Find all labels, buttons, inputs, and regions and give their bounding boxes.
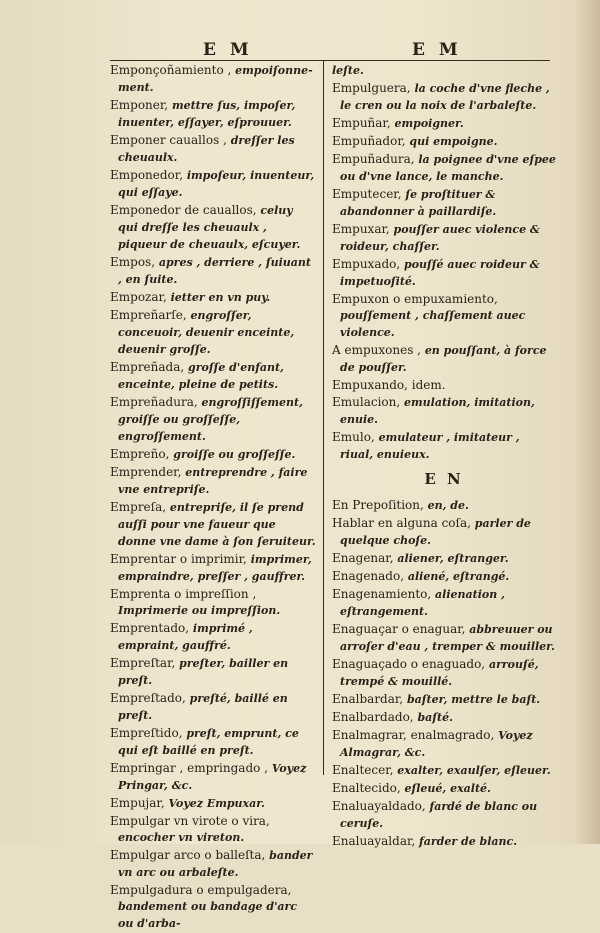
dictionary-entry (110, 97, 316, 131)
translation: ſe proſtituer & abandonner à paillardiſe. (340, 188, 497, 218)
dictionary-entry (332, 256, 556, 290)
translation: emulateur , imitateur , riual, enuieux. (340, 431, 520, 461)
headword: Emponer, (110, 98, 169, 112)
translation: groiſſe ou groſſeſſe. (173, 448, 296, 461)
dictionary-entry (110, 690, 316, 724)
headword: Empuñador, (332, 134, 406, 148)
dictionary-entry (110, 551, 316, 585)
translation: leſte. (332, 64, 364, 77)
headword: Emputecer, (332, 187, 402, 201)
section-title: E N (424, 470, 464, 488)
column-divider (323, 60, 324, 775)
headword: Emulo, (332, 430, 375, 444)
dictionary-entry (110, 254, 316, 288)
headword: Emulacion, (332, 395, 401, 409)
translation: Voyez Pringar, &c. (118, 762, 307, 792)
headword: Emprentado, (110, 621, 190, 635)
dictionary-entry (110, 813, 316, 846)
dictionary-entry (110, 167, 316, 201)
dictionary-entry (332, 186, 556, 220)
headword: Empreſtar, (110, 656, 176, 670)
page-spine-shadow (574, 0, 600, 844)
translation: ietter en vn puy. (170, 291, 271, 304)
dictionary-entry (332, 656, 556, 690)
dictionary-entry (110, 359, 316, 393)
translation: baſter, mettre le baſt. (406, 693, 541, 706)
translation: imprimer, empraindre, preſſer , gauffrer. (118, 553, 312, 583)
headword: Emponer cauallos , (110, 133, 227, 147)
translation: engroſſer, conceuoir, deuenir enceinte, deuenir groſſe. (118, 309, 295, 356)
translation: preſt, emprunt, ce qui eſt baillé en preſt. (118, 727, 299, 757)
translation: groſſe d'enfant, enceinte, pleine de petits. (118, 361, 284, 391)
dictionary-entry (332, 291, 556, 341)
right-column (332, 62, 556, 851)
translation: emulation, imitation, enuie. (340, 396, 535, 426)
translation: Voyez Almagrar, &c. (340, 729, 533, 759)
dictionary-entry (332, 342, 556, 376)
translation: arrouſé, trempé & mouillé. (340, 658, 539, 688)
dictionary-entry (332, 497, 556, 514)
dictionary-entry (332, 151, 556, 185)
headword: Enaluayaldar, (332, 834, 416, 848)
translation: Imprimerie ou impreſſion. (118, 604, 281, 617)
translation: preſter, bailler en preſt. (118, 657, 289, 687)
translation: eſleué, exalté. (404, 782, 491, 795)
translation: pouſſer auec violence & roideur, chaſſer. (340, 223, 540, 253)
translation: imprimé , empraint, gauffré. (118, 622, 253, 652)
translation: alienation , eſtrangement. (340, 588, 505, 618)
headword: Empuxon o empuxamiento, (332, 292, 498, 306)
headword: Empreño, (110, 447, 170, 461)
dictionary-entry (110, 847, 316, 881)
dictionary-entry (332, 727, 556, 761)
headword: Empreñarſe, (110, 308, 187, 322)
headword: Empuxando, idem. (332, 378, 446, 392)
dictionary-entry (332, 394, 556, 428)
translation: empoigner. (394, 117, 464, 130)
headword: Empreñada, (110, 360, 185, 374)
translation: farder de blanc. (419, 835, 518, 848)
translation: engroſſiſſement, groiſſe ou groſſeſſe, engroſſement. (118, 396, 303, 443)
translation: en, de. (427, 499, 469, 512)
headword: Enagenar, (332, 551, 394, 565)
headword: A empuxones , (332, 343, 421, 357)
headword: Empos, (110, 255, 156, 269)
translation: pouſſement , chaſſement auec violence. (340, 309, 526, 339)
headword: Emprender, (110, 465, 182, 479)
dictionary-entry (332, 550, 556, 567)
dictionary-entry (332, 762, 556, 779)
translation: bandement ou bandage d'arc ou d'arba- (118, 900, 298, 930)
headword: Enalmagrar, enalmagrado, (332, 728, 495, 742)
translation: qui empoigne. (409, 135, 498, 148)
headword: Emponçoñamiento , (110, 63, 232, 77)
headword: Hablar en alguna coſa, (332, 516, 471, 530)
headword: Empulgar vn virote o vira, (110, 814, 270, 828)
header-right: E M (412, 40, 462, 60)
translation: empoiſonne-ment. (118, 64, 313, 94)
headword: Empreñadura, (110, 395, 198, 409)
dictionary-entry (110, 882, 316, 932)
dictionary-entry (110, 725, 316, 759)
translation: parler de quelque choſe. (340, 517, 531, 547)
headword: Empreſtido, (110, 726, 183, 740)
translation: preſté, baillé en preſt. (118, 692, 288, 722)
dictionary-entry (110, 586, 316, 619)
right-entries-em (332, 62, 556, 463)
headword: Emponedor, (110, 168, 184, 182)
headword: Empulgadura o empulgadera, (110, 883, 292, 897)
translation: encocher vn vireton. (118, 831, 245, 844)
headword: En Prepoſition, (332, 498, 424, 512)
dictionary-entry (332, 62, 556, 79)
dictionary-entry (110, 655, 316, 689)
dictionary-entry (332, 80, 556, 114)
headword: Enaguaçar o enaguar, (332, 622, 466, 636)
dictionary-entry (332, 568, 556, 585)
headword: Empulguera, (332, 81, 411, 95)
translation: bander vn arc ou arbaleſte. (118, 849, 313, 879)
headword: Empujar, (110, 796, 165, 810)
headword: Empulgar arco o balleſta, (110, 848, 266, 862)
dictionary-entry (110, 464, 316, 498)
headword: Empreſtado, (110, 691, 186, 705)
header-left: E M (203, 40, 253, 60)
dictionary-entry (110, 132, 316, 166)
translation: la poignee d'vne eſpee ou d'vne lance, le manche. (340, 153, 556, 183)
dictionary-entry (110, 795, 316, 812)
dictionary-entry (332, 221, 556, 255)
right-entries-en (332, 497, 556, 850)
left-column (110, 62, 316, 933)
headword: Empuñar, (332, 116, 391, 130)
translation: la coche d'vne fleche , le cren ou la noix de l'arbaleſte. (340, 82, 550, 112)
dictionary-entry (110, 620, 316, 654)
headword: Enagenado, (332, 569, 405, 583)
translation: Voyez Empuxar. (168, 797, 265, 810)
dictionary-entry (110, 394, 316, 445)
headword: Emprentar o imprimir, (110, 552, 247, 566)
headword: Enaguaçado o enaguado, (332, 657, 486, 671)
translation: abbreuuer ou arroſer d'eau , tremper & mouiller. (340, 623, 555, 653)
dictionary-entry (332, 709, 556, 726)
headword: Empozar, (110, 290, 167, 304)
translation: celuy qui dreſſe les cheuaulx , piqueur de cheuaulx, eſcuyer. (118, 204, 301, 251)
dictionary-entry (110, 499, 316, 550)
dictionary-entry (332, 621, 556, 655)
headword: Empuxado, (332, 257, 401, 271)
translation: aliené, eſtrangé. (407, 570, 510, 583)
dictionary-entry (332, 115, 556, 132)
translation: dreſſer les cheuaulx. (118, 134, 295, 164)
dictionary-entry (110, 446, 316, 463)
headword: Enaltecer, (332, 763, 394, 777)
dictionary-entry (332, 780, 556, 797)
translation: pouſſé auec roideur & impetuoſité. (340, 258, 540, 288)
dictionary-entry (110, 760, 316, 794)
headword: Enaluayaldado, (332, 799, 426, 813)
headword: Empuxar, (332, 222, 390, 236)
headword: Emprenta o impreſſion , (110, 587, 257, 601)
headword: Enagenamiento, (332, 587, 432, 601)
headword: Enalbardar, (332, 692, 404, 706)
translation: entrepriſe, il ſe prend auſſi pour vne faueur que donne vne dame à ſon ſeruiteur. (118, 501, 316, 548)
headword: Enalbardado, (332, 710, 414, 724)
headword: Empreſa, (110, 500, 167, 514)
translation: mettre ſus, impoſer, inuenter, eſſayer, eſprouuer. (118, 99, 296, 129)
headword: Empuñadura, (332, 152, 415, 166)
headword: Enaltecido, (332, 781, 401, 795)
dictionary-entry (332, 691, 556, 708)
translation: exalter, exaulſer, eſleuer. (397, 764, 551, 777)
translation: impoſeur, inuenteur, qui eſſaye. (118, 169, 315, 199)
dictionary-entry (332, 429, 556, 463)
dictionary-entry (332, 833, 556, 850)
dictionary-entry (332, 133, 556, 150)
headword: Empringar , empringado , (110, 761, 268, 775)
dictionary-entry (110, 289, 316, 306)
dictionary-entry (110, 307, 316, 358)
headword: Emponedor de cauallos, (110, 203, 257, 217)
translation: entreprendre , faire vne entrepriſe. (118, 466, 308, 496)
dictionary-entry (332, 515, 556, 549)
dictionary-entry (110, 62, 316, 96)
translation: apres , derriere , ſuiuant , en ſuite. (118, 256, 312, 286)
translation: baſté. (417, 711, 453, 724)
dictionary-entry (332, 586, 556, 620)
dictionary-entry (332, 798, 556, 832)
dictionary-entry (332, 377, 556, 393)
translation: aliener, eſtranger. (397, 552, 509, 565)
translation: en pouſſant, à force de pouſſer. (340, 344, 547, 374)
translation: fardé de blanc ou ceruſe. (340, 800, 538, 830)
dictionary-entry (110, 202, 316, 253)
header-rule (110, 60, 550, 61)
